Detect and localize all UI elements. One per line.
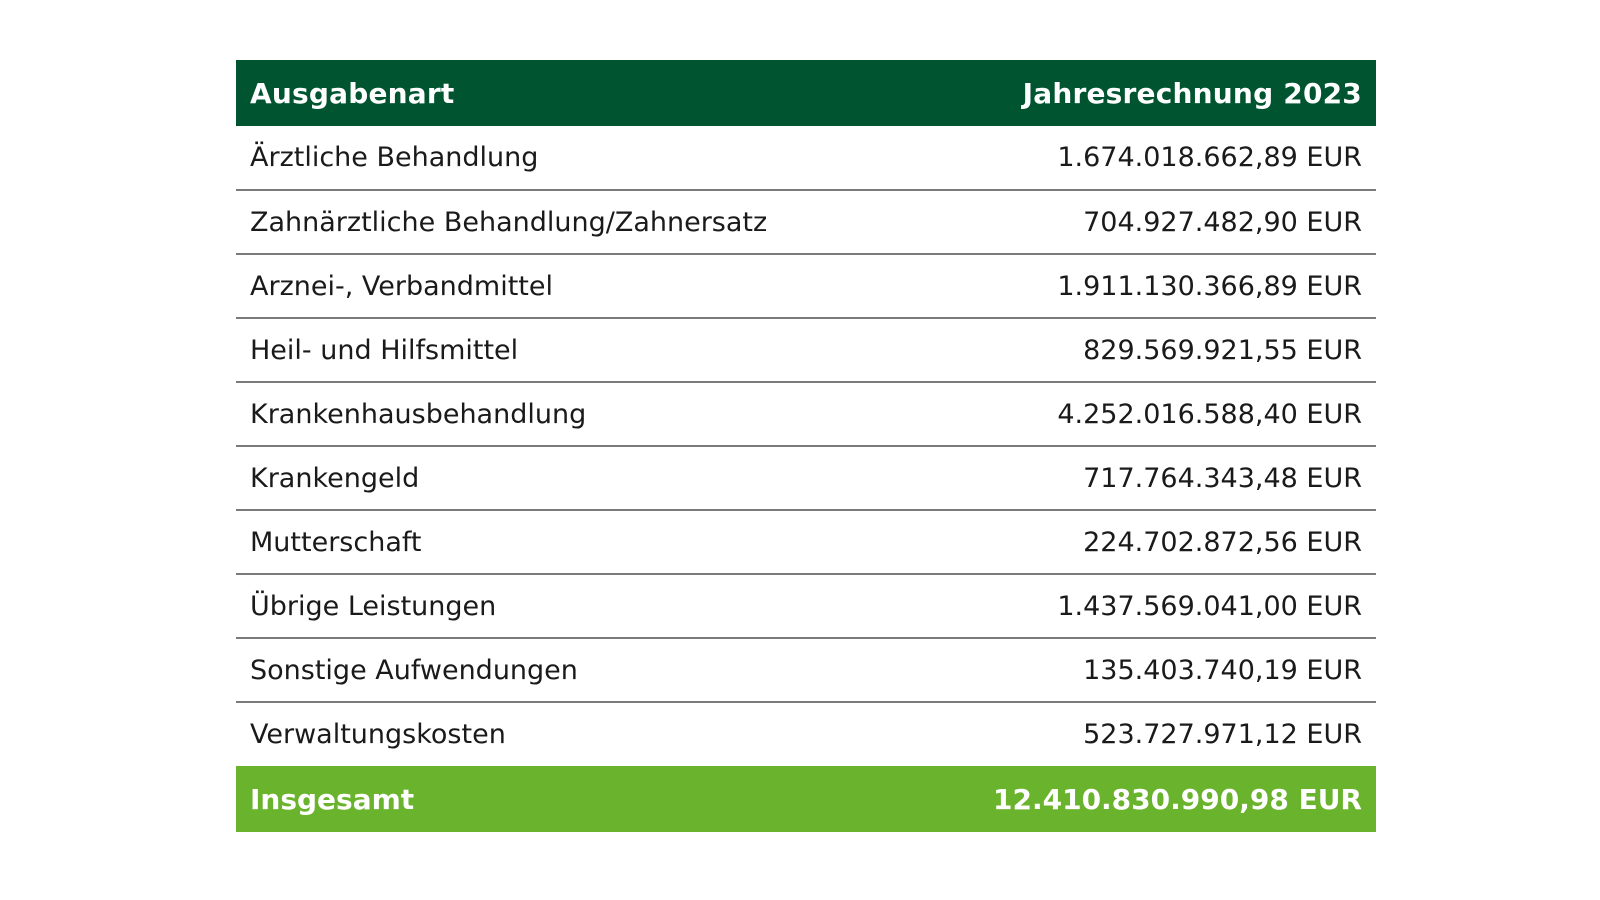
row-amount: 829.569.921,55 EUR (806, 318, 1376, 382)
row-amount: 135.403.740,19 EUR (806, 638, 1376, 702)
row-expense-type: Sonstige Aufwendungen (236, 638, 806, 702)
table-row (236, 702, 1376, 766)
row-amount: 4.252.016.588,40 EUR (806, 382, 1376, 446)
row-amount: 1.674.018.662,89 EUR (806, 126, 1376, 190)
header-expense-type: Ausgabenart (250, 76, 455, 110)
row-expense-type: Übrige Leistungen (236, 574, 806, 638)
expenses-table-container (236, 60, 1376, 832)
table-body (236, 126, 1376, 766)
row-expense-type: Arznei-, Verbandmittel (236, 254, 806, 318)
table-row (236, 254, 1376, 318)
row-amount: 224.702.872,56 EUR (806, 510, 1376, 574)
table-row (236, 638, 1376, 702)
table-header (236, 60, 1376, 126)
row-expense-type: Verwaltungskosten (250, 719, 506, 750)
row-expense-type: Krankengeld (236, 446, 806, 510)
expenses-table (236, 60, 1376, 832)
table-row (236, 510, 1376, 574)
table-row (236, 382, 1376, 446)
total-label: Insgesamt (250, 782, 415, 816)
row-amount: 704.927.482,90 EUR (806, 190, 1376, 254)
row-expense-type: Mutterschaft (236, 510, 806, 574)
row-expense-type: Ärztliche Behandlung (236, 126, 806, 190)
row-expense-type: Heil- und Hilfsmittel (236, 318, 806, 382)
total-amount: 12.410.830.990,98 EUR (993, 782, 1362, 816)
row-amount: 1.437.569.041,00 EUR (806, 574, 1376, 638)
row-expense-type: Krankenhausbehandlung (236, 382, 806, 446)
row-expense-type: Zahnärztliche Behandlung/Zahnersatz (236, 190, 806, 254)
row-amount: 717.764.343,48 EUR (806, 446, 1376, 510)
table-row (236, 126, 1376, 190)
row-amount: 523.727.971,12 EUR (1083, 719, 1362, 750)
table-row (236, 574, 1376, 638)
header-annual-statement: Jahresrechnung 2023 (1022, 76, 1362, 110)
table-row (236, 190, 1376, 254)
table-row (236, 318, 1376, 382)
total-row (236, 766, 1376, 832)
header-row (236, 60, 1376, 126)
table-row (236, 446, 1376, 510)
row-amount: 1.911.130.366,89 EUR (806, 254, 1376, 318)
table-footer (236, 766, 1376, 832)
